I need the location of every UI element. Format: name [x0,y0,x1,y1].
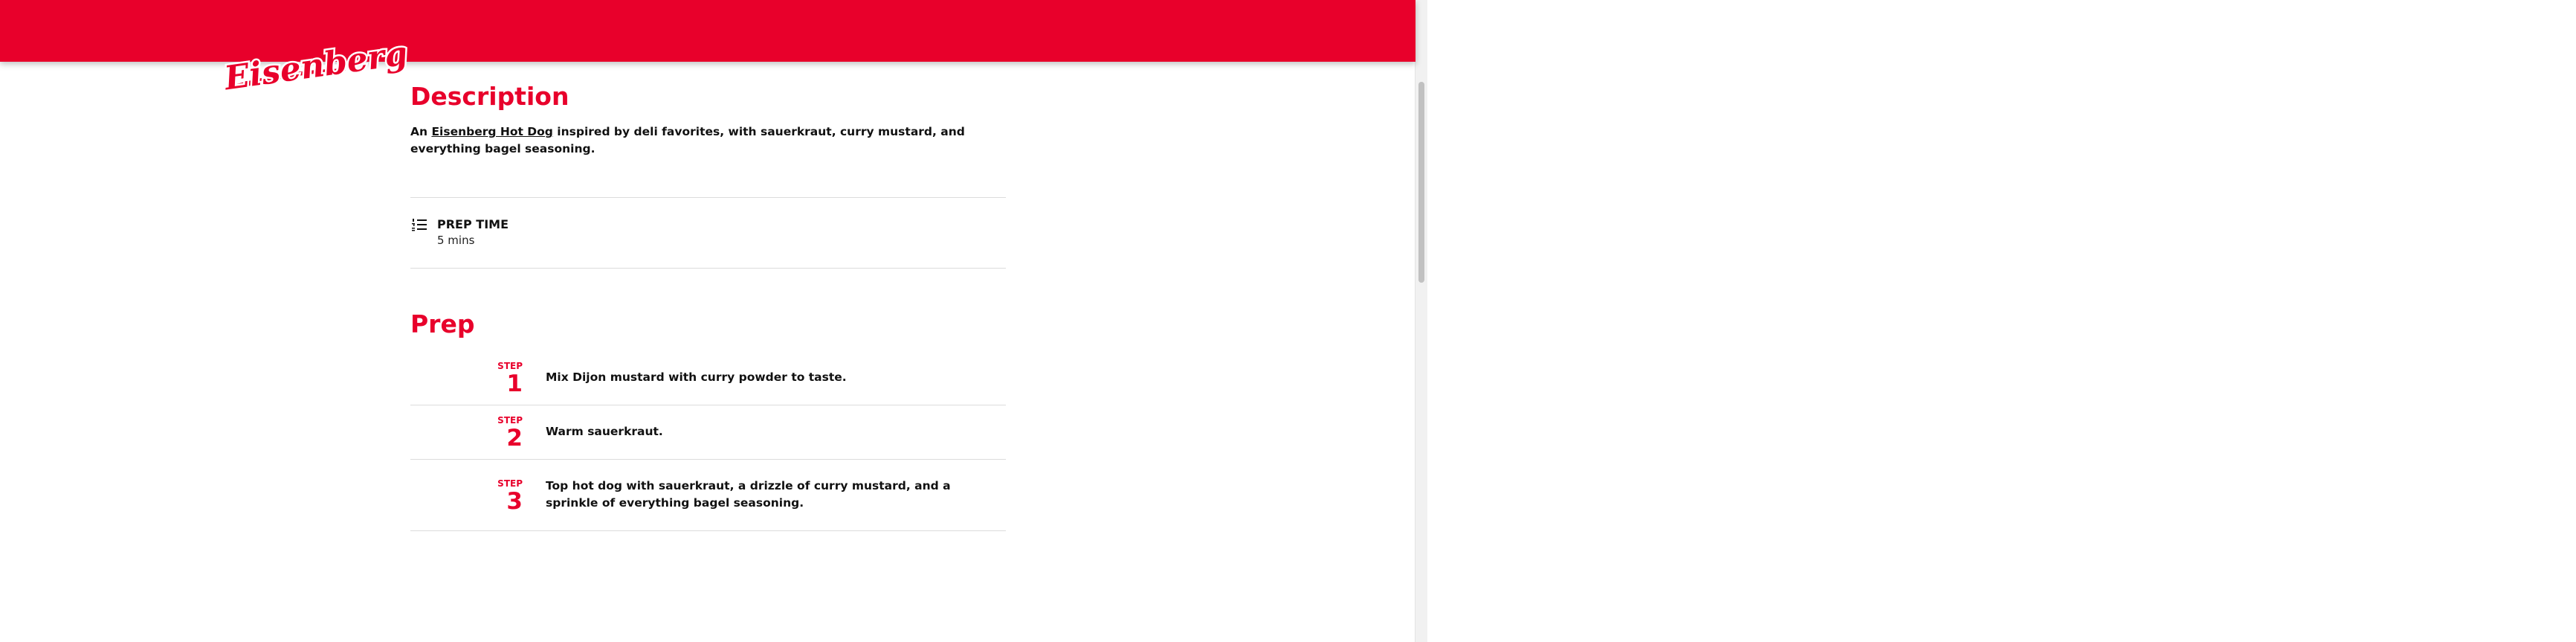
description-text [410,123,998,158]
vertical-scrollbar[interactable] [1415,0,1427,642]
nav-products[interactable]: PRODUCTS [2256,23,2338,38]
eisenberg-hot-dog-link[interactable]: Eisenberg Hot Dog [431,125,553,138]
scrollbar-thumb[interactable] [1418,82,1424,283]
list-numbered-icon [412,218,427,231]
step-label: STEP [497,415,523,426]
nav-home[interactable]: HOME [2171,23,2214,38]
divider [410,197,1006,198]
divider [410,268,1006,269]
description-suffix: inspired by deli favorites, with sauerkraut, curry mustard, and everything bagel seasoning. [410,125,965,155]
eisenberg-logo[interactable] [222,34,410,98]
step-number: 3 [506,488,523,515]
step-label: STEP [497,478,523,489]
prep-time-value: 5 mins [437,234,475,247]
step-text: Mix Dijon mustard with curry powder to taste. [546,370,847,384]
step-number: 1 [506,370,523,397]
step-text: Warm sauerkraut. [546,425,663,438]
step-number: 2 [506,425,523,452]
divider [410,459,1006,460]
nav-about-us[interactable]: ABOUT US [2525,23,2576,54]
prep-time-label: PREP TIME [437,217,509,231]
description-prefix: An [410,125,432,138]
step-text: Top hot dog with sauerkraut, a drizzle of curry mustard, and a sprinkle of everything bagel seasoning. [546,479,951,510]
divider [410,530,1006,531]
logo-wordmark: Eisenberg [222,34,410,98]
prep-heading: Prep [410,309,475,338]
nav-where-to-buy[interactable]: WHERE TO BUY [2377,23,2430,69]
description-heading: Description [410,82,569,111]
step-label: STEP [497,361,523,371]
